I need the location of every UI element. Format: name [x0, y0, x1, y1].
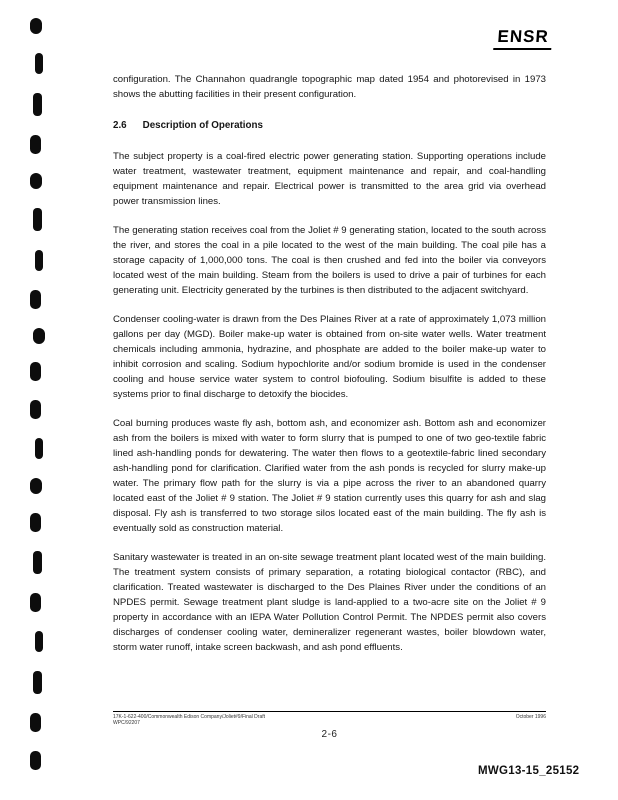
binding-mark [33, 208, 42, 231]
binding-mark [33, 551, 42, 574]
paragraph: Coal burning produces waste fly ash, bottom ash, and economizer ash. Bottom ash and economizer ash from the boilers is mixed with water to form slurry that is pumped to one of two geo-textile fabric lined ash-handling ponds for dewatering. The water then flows to a geotextile-fabric lined secondary ash-handling pond for clarification. Clarified water from the ash ponds is recycled for slurry make-up water. The primary flow path for the slurry is via a pipe across the river to an abandoned quarry located east of the Joliet # 9 station. The Joliet # 9 station currently uses this quarry for ash and slag disposal. Fly ash is transferred to two storage silos located east of the main building. The fly ash is eventually sold as construction material. [113, 418, 546, 534]
binding-mark [30, 362, 41, 381]
paragraph: The subject property is a coal-fired electric power generating station. Supporting operations include water treatment, wastewater treatment, equipment maintenance and repair, and coal-handling equipment maintenance and repair. Electrical power is transmitted to the area grid via overhead power transmission lines. [113, 151, 546, 207]
binding-mark [30, 513, 41, 532]
binding-mark [35, 438, 43, 459]
binding-mark [30, 713, 41, 732]
document-body [113, 72, 546, 669]
section-title: Description of Operations [142, 120, 263, 131]
page-footer [113, 711, 546, 740]
footer-date: October 1996 [515, 714, 546, 720]
binding-mark [35, 250, 43, 271]
section-heading [113, 118, 546, 133]
binding-mark [30, 400, 41, 419]
binding-mark [33, 328, 45, 344]
page-number: 2-6 [321, 729, 338, 740]
binding-mark [30, 135, 41, 154]
binding-mark [30, 751, 41, 770]
binding-mark [30, 593, 41, 612]
bates-stamp: MWG13-15_25152 [478, 765, 580, 777]
binding-mark [33, 93, 42, 116]
binding-mark [35, 631, 43, 652]
footer-document-id: 17K-1-622-400/Commonwealth Edison Company/Joliet#9/Final Draft WPC/92207 [113, 714, 266, 726]
intro-paragraph: configuration. The Channahon quadrangle topographic map dated 1954 and photorevised in 1973 shows the abutting facilities in their present configuration. [113, 74, 546, 100]
binding-marks [30, 18, 50, 770]
binding-mark [30, 290, 41, 309]
binding-mark [33, 671, 42, 694]
binding-mark [30, 173, 42, 189]
ensr-logo: ENSR [493, 27, 553, 50]
binding-mark [30, 478, 42, 494]
section-number: 2.6 [113, 120, 127, 131]
binding-mark [35, 53, 43, 74]
paragraph: Condenser cooling-water is drawn from the Des Plaines River at a rate of approximately 1,073 million gallons per day (MGD). Boiler make-up water is obtained from on-site water wells. Water treatment chemicals including ammonia, hydrazine, and phosphate are added to the boiler make-up water to inhibit corrosion and scaling. Sodium hypochlorite and/or sodium bromide is used in the condenser cooling and house service water system to control biofouling. Sodium bisulfite is added to these systems prior to final discharge to detoxify the biocides. [113, 314, 546, 400]
paragraph: Sanitary wastewater is treated in an on-site sewage treatment plant located west of the main building. The treatment system consists of primary separation, a rotating biological contactor (RBC), and clarification. Treated wastewater is discharged to the Des Plaines River under the conditions of an NPDES permit. Sewage treatment plant sludge is land-applied to a two-acre site on the Joliet # 9 property in accordance with an IEPA Water Pollution Control Permit. The NPDES permit also covers discharges of condenser cooling water, demineralizer regenerant wastes, boiler blowdown water, storm water runoff, intake screen backwash, and ash pond effluents. [113, 552, 546, 653]
paragraph: The generating station receives coal from the Joliet # 9 generating station, located to the south across the river, and stores the coal in a pile located to the west of the main building. The coal pile has a storage capacity of 1,000,000 tons. The coal is then crushed and fed into the boiler via conveyors located west of the main building. Steam from the boilers is used to drive a pair of turbines for each generating unit. Electricity generated by the turbines is then distributed to the adjacent switchyard. [113, 225, 546, 296]
binding-mark [30, 18, 42, 34]
